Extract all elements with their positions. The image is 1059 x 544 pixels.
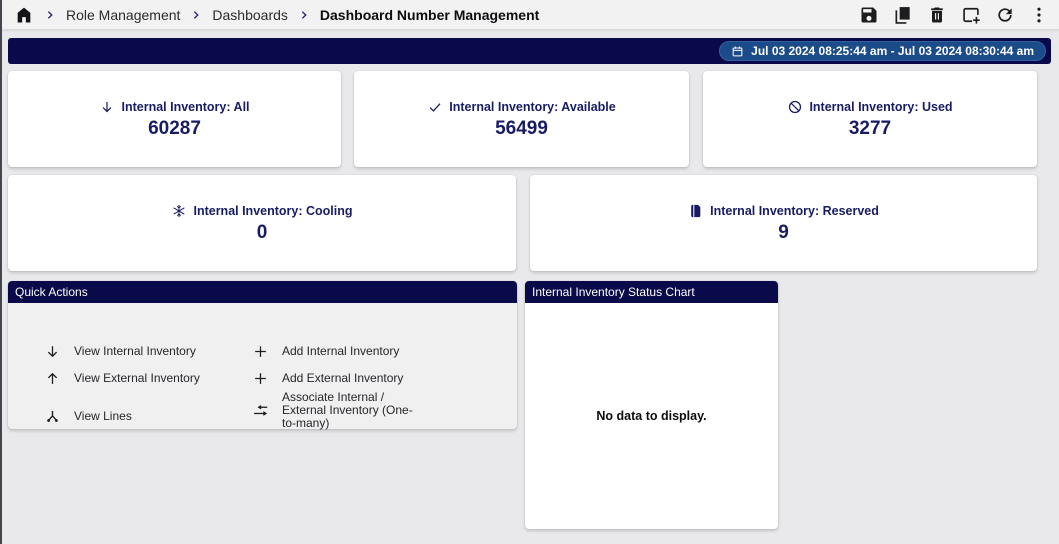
action-label: View Internal Inventory xyxy=(74,344,196,358)
book-icon xyxy=(688,203,704,219)
filter-bar xyxy=(8,38,1051,64)
stat-card-label: Internal Inventory: Cooling xyxy=(193,203,353,218)
delete-icon[interactable] xyxy=(927,5,947,25)
open-new-window-icon[interactable] xyxy=(961,5,981,25)
save-icon[interactable] xyxy=(859,5,879,25)
more-options-icon[interactable] xyxy=(1029,5,1049,25)
toolbar xyxy=(859,5,1049,25)
action-label: View Lines xyxy=(74,409,132,423)
action-view-internal-inventory[interactable] xyxy=(44,343,196,360)
chevron-right-icon xyxy=(297,8,311,22)
stat-card-internal-inventory-reserved xyxy=(530,175,1037,271)
arrow-down-icon xyxy=(44,343,61,360)
stat-card-value: 0 xyxy=(256,221,268,243)
lines-split-icon xyxy=(44,408,61,425)
refresh-icon[interactable] xyxy=(995,5,1015,25)
check-icon xyxy=(427,99,443,115)
chart-panel-title: Internal Inventory Status Chart xyxy=(525,281,778,303)
block-icon xyxy=(787,99,803,115)
stat-card-value: 60287 xyxy=(148,117,201,139)
calendar-icon xyxy=(731,45,744,58)
quick-actions-panel xyxy=(8,281,517,429)
stat-card-label: Internal Inventory: Available xyxy=(449,99,616,114)
stat-card-internal-inventory-used xyxy=(703,71,1037,167)
top-bar xyxy=(0,0,1059,30)
date-range-text: Jul 03 2024 08:25:44 am - Jul 03 2024 08:30:44 am xyxy=(751,44,1034,58)
breadcrumb-current-page: Dashboard Number Management xyxy=(319,6,540,23)
chevron-right-icon xyxy=(43,8,57,22)
home-icon[interactable] xyxy=(14,5,34,25)
breadcrumb-dashboards[interactable]: Dashboards xyxy=(212,6,288,23)
stat-card-internal-inventory-cooling xyxy=(8,175,516,271)
date-range-chip[interactable] xyxy=(719,41,1046,61)
action-add-external-inventory[interactable] xyxy=(252,370,403,387)
chart-body xyxy=(525,303,778,529)
copy-icon[interactable] xyxy=(893,5,913,25)
window-border xyxy=(0,0,2,544)
arrow-down-icon xyxy=(99,99,115,115)
plus-icon xyxy=(252,343,269,360)
action-view-lines[interactable] xyxy=(44,408,132,425)
stat-card-label: Internal Inventory: All xyxy=(121,99,250,114)
internal-inventory-status-chart-panel xyxy=(525,281,778,529)
quick-actions-title: Quick Actions xyxy=(8,281,517,303)
action-associate-internal-external-inventory[interactable] xyxy=(252,391,414,430)
action-view-external-inventory[interactable] xyxy=(44,370,200,387)
action-label: Associate Internal / External Inventory (One-to-many) xyxy=(282,390,413,430)
associate-arrows-icon xyxy=(252,402,269,419)
arrow-up-icon xyxy=(44,370,61,387)
stat-card-internal-inventory-all xyxy=(8,71,341,167)
no-data-message: No data to display. xyxy=(596,409,707,423)
action-add-internal-inventory[interactable] xyxy=(252,343,399,360)
action-label: Add Internal Inventory xyxy=(282,344,400,358)
breadcrumb-role-management[interactable]: Role Management xyxy=(66,6,181,23)
breadcrumb xyxy=(14,5,539,25)
plus-icon xyxy=(252,370,269,387)
stat-card-label: Internal Inventory: Reserved xyxy=(710,203,879,218)
stat-card-internal-inventory-available xyxy=(354,71,689,167)
stat-card-value: 3277 xyxy=(848,117,892,139)
stat-card-label: Internal Inventory: Used xyxy=(809,99,953,114)
action-label: View External Inventory xyxy=(74,371,200,385)
action-label: Add External Inventory xyxy=(282,371,404,385)
stat-card-value: 56499 xyxy=(495,117,548,139)
stat-card-value: 9 xyxy=(778,221,789,243)
snowflake-icon xyxy=(171,203,187,219)
chevron-right-icon xyxy=(189,8,203,22)
